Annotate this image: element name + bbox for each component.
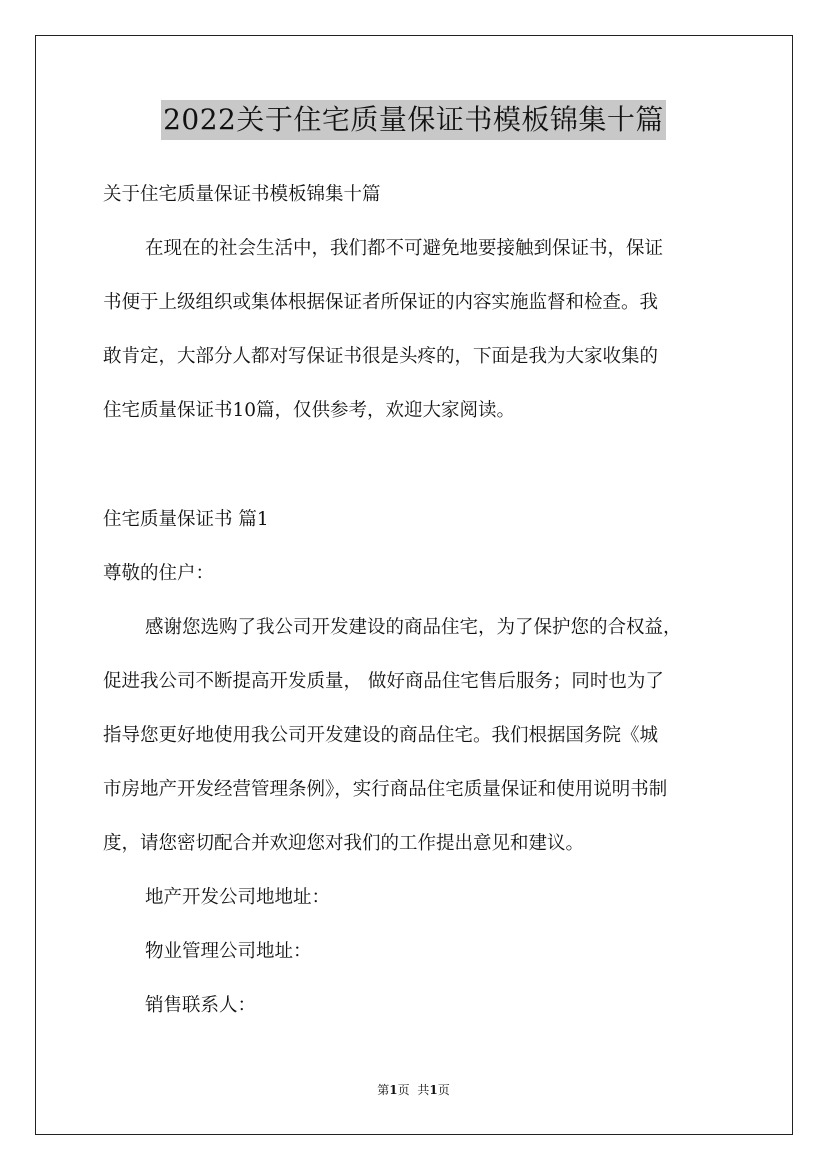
page-suffix: 页 [397,1083,410,1097]
total-pages: 1 [429,1083,438,1097]
body-line-5: 度，请您密切配合并欢迎您对我们的工作提出意见和建议。 [103,833,585,854]
document-title: 2022关于住宅质量保证书模板锦集十篇 [161,100,666,140]
field-sales-contact: 销售联系人： [145,995,257,1016]
body-line-1: 感谢您选购了我公司开发建设的商品住宅，为了保护您的合权益， [145,617,682,638]
intro-line-1: 在现在的社会生活中，我们都不可避免地要接触到保证书，保证 [145,238,664,259]
page-footer [0,1082,827,1098]
page-prefix: 第 [377,1083,390,1097]
intro-line-3: 敢肯定，大部分人都对写保证书很是头疼的，下面是我为大家收集的 [103,346,659,367]
total-suffix: 页 [437,1083,450,1097]
document-subtitle: 关于住宅质量保证书模板锦集十篇 [103,184,381,205]
field-developer-address: 地产开发公司地地址： [145,887,331,908]
salutation: 尊敬的住户： [103,563,215,584]
body-line-3: 指导您更好地使用我公司开发建设的商品住宅。我们根据国务院《城 [103,725,659,746]
intro-line-4: 住宅质量保证书10篇，仅供参考，欢迎大家阅读。 [103,400,516,421]
field-property-address: 物业管理公司地址： [145,941,312,962]
intro-line-2: 书便于上级组织或集体根据保证者所保证的内容实施监督和检查。我 [103,292,659,313]
title-container [0,100,827,140]
body-line-2: 促进我公司不断提高开发质量， 做好商品住宅售后服务；同时也为了 [103,671,664,692]
section-heading: 住宅质量保证书 篇1 [103,509,269,530]
total-prefix: 共 [417,1083,430,1097]
page-number: 1 [389,1083,398,1097]
body-line-4: 市房地产开发经营管理条例》，实行商品住宅质量保证和使用说明书制 [103,779,668,800]
